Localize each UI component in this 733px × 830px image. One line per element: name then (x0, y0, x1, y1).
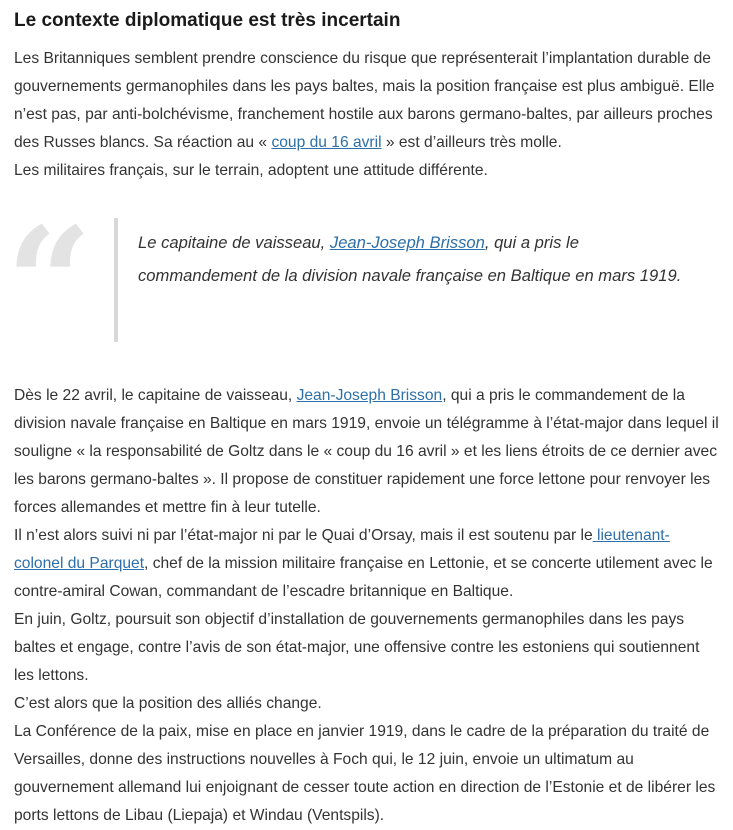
quote-mark-icon: “ (6, 195, 93, 371)
body-paragraph-4: C’est alors que la position des alliés change. (14, 695, 322, 712)
body-text-2b: , chef de la mission militaire française en Lettonie, et se concerte utilement avec le contre-amiral Cowan, commandant de l’escadre britannique en Baltique. (14, 555, 713, 600)
quote-bar (114, 218, 118, 342)
coup-16-avril-link[interactable]: coup du 16 avril (271, 134, 382, 151)
quote-text (138, 226, 698, 292)
intro-text-1b: » est d’ailleurs très molle. (381, 134, 562, 151)
pull-quote (6, 195, 719, 371)
quote-brisson-link[interactable]: Jean-Joseph Brisson (329, 233, 485, 252)
body-text-1b: , qui a pris le commandement de la division navale française en Baltique en mars 1919, envoie un télégramme à l’état-major dans lequel il souligne « la responsabilité de Goltz dans le « coup du 16 avril » et les liens étroits de ce dernier avec les barons germano-baltes ». Il propose de constituer rapidement une force lettone pour renvoyer les forces allemandes et mettre fin à leur tutelle. (14, 387, 719, 516)
body-paragraph-5: La Conférence de la paix, mise en place en janvier 1919, dans le cadre de la préparation du traité de Versailles, donne des instructions nouvelles à Foch qui, le 12 juin, envoie un ultimatum au gouvernement allemand lui enjoignant de cesser toute action en direction de l’Estonie et de libérer les ports lettons de Libau (Liepaja) et Windau (Ventspils). (14, 723, 716, 824)
intro-text-1a: Les Britanniques semblent prendre conscience du risque que représenterait l’implantation durable de gouvernements germanophiles dans les pays baltes, mais la position française est plus ambiguë. Elle n’est pas, par anti-bolchévisme, franchement hostile aux barons germano-baltes, par ailleurs proches des Russes blancs. Sa réaction au « (14, 50, 715, 151)
quote-text-b: , qui a pris le commandement de la division navale française en Baltique en mars 1919. (138, 233, 682, 285)
intro-section (14, 45, 719, 185)
body-text-1a: Dès le 22 avril, le capitaine de vaisseau, (14, 387, 297, 404)
intro-paragraph-2: Les militaires français, sur le terrain, adoptent une attitude différente. (14, 162, 488, 179)
section-heading: Le contexte diplomatique est très incertain (14, 10, 401, 31)
body-section (14, 382, 719, 830)
body-paragraph-2 (14, 522, 719, 606)
body-paragraph-3: En juin, Goltz, poursuit son objectif d’installation de gouvernements germanophiles dans les pays baltes et engage, contre l’avis de son état-major, une offensive contre les estoniens qui soutiennent les lettons. (14, 611, 700, 684)
brisson-link[interactable]: Jean-Joseph Brisson (296, 387, 443, 404)
du-parquet-link[interactable]: lieutenant-colonel du Parquet (14, 527, 670, 572)
quote-text-a: Le capitaine de vaisseau, (138, 233, 330, 252)
body-paragraph-1 (14, 382, 719, 522)
intro-paragraph-1 (14, 45, 719, 157)
body-text-2a: Il n’est alors suivi ni par l’état-major ni par le Quai d’Orsay, mais il est soutenu par le (14, 527, 593, 544)
